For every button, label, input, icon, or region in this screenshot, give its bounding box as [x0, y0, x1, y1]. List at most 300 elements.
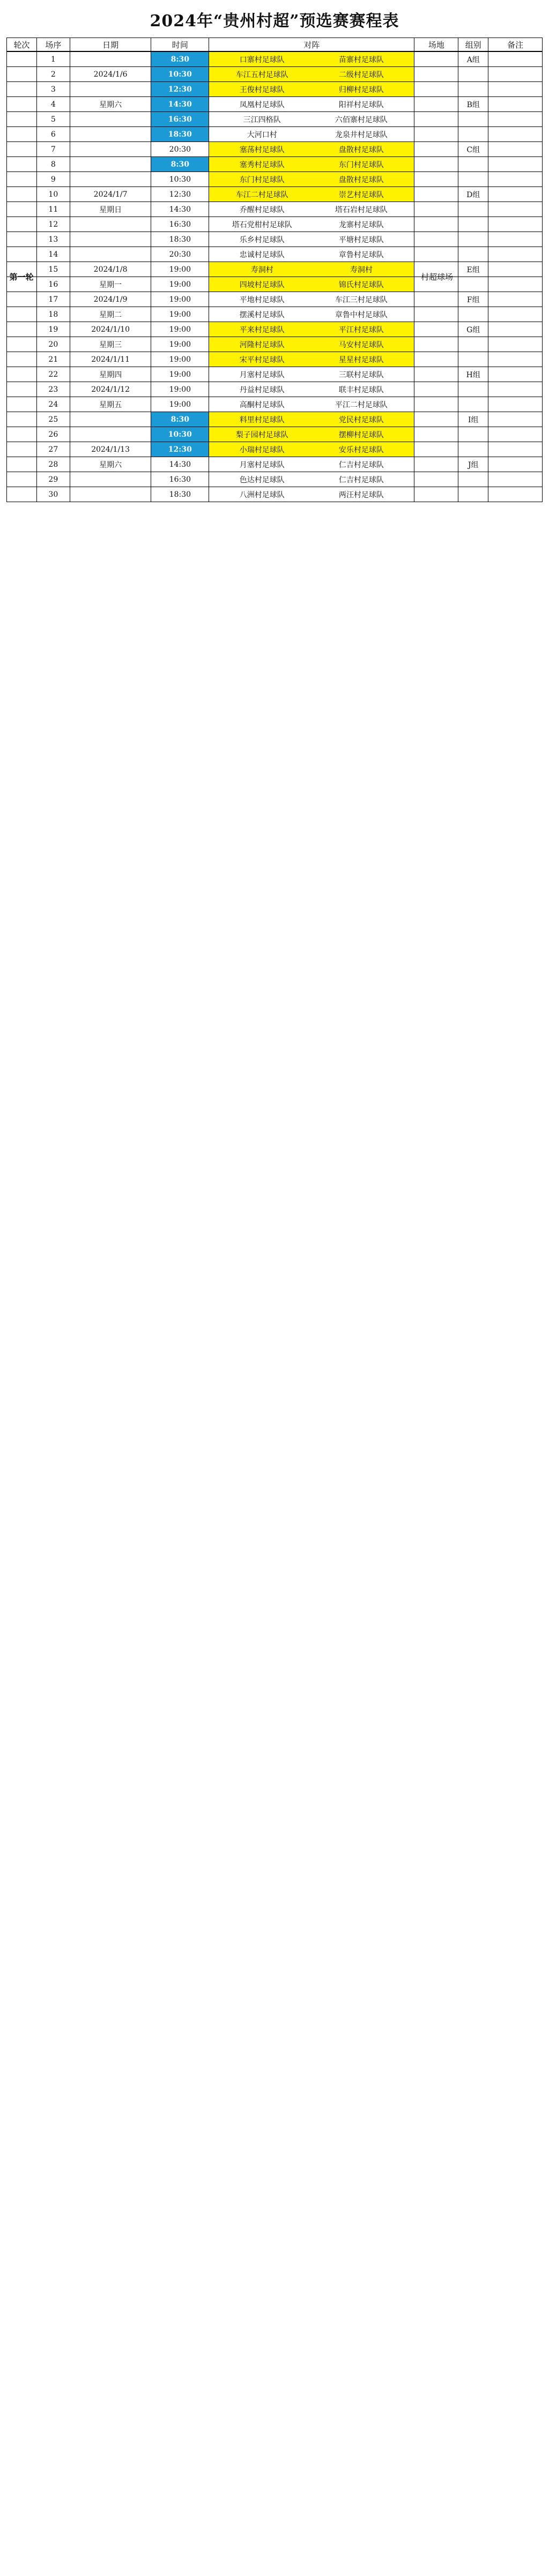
venue-cell: [414, 142, 458, 156]
match-pairing: [209, 412, 414, 427]
note-cell: [488, 352, 542, 367]
match-date: 2024/1/11: [70, 352, 152, 367]
match-time: 16:30: [151, 112, 209, 126]
round-cell: [7, 472, 37, 487]
venue-cell: [414, 157, 458, 171]
note-cell: [488, 262, 542, 277]
match-number: 19: [37, 322, 70, 337]
note-cell: [488, 367, 542, 382]
match-number: 2: [37, 67, 70, 81]
away-team: 六佰寨村足球队: [335, 115, 388, 124]
group-label: [458, 427, 488, 442]
home-team: 河隆村足球队: [239, 340, 285, 349]
note-cell: [488, 217, 542, 232]
away-team: 龙泉井村足球队: [335, 130, 388, 139]
round-cell: [7, 82, 37, 96]
home-team: 凤凰村足球队: [239, 100, 285, 109]
venue-cell: [414, 172, 458, 186]
note-cell: [488, 322, 542, 337]
table-row: [7, 262, 542, 277]
group-label: [458, 172, 488, 186]
round-cell: [7, 367, 37, 382]
away-team: 归柳村足球队: [338, 85, 384, 94]
match-date: [70, 112, 152, 126]
away-team: 崇艺村足球队: [338, 190, 384, 199]
match-date: [70, 487, 152, 502]
round-cell: [7, 142, 37, 156]
round-cell: [7, 412, 37, 427]
away-team: 锦氏村足球队: [338, 280, 384, 289]
match-time: 20:30: [151, 142, 209, 156]
match-number: 18: [37, 307, 70, 322]
venue-cell: [414, 247, 458, 262]
match-date: [70, 52, 152, 66]
round-cell: [7, 52, 37, 66]
match-time: 12:30: [151, 442, 209, 457]
home-team: 王俊村足球队: [239, 85, 285, 94]
round-cell: [7, 352, 37, 367]
match-number: 25: [37, 412, 70, 427]
match-time: 18:30: [151, 232, 209, 247]
table-row: [7, 51, 542, 66]
match-date: 2024/1/12: [70, 382, 152, 397]
match-date: 星期四: [70, 367, 152, 382]
match-number: 29: [37, 472, 70, 487]
venue-cell: [414, 427, 458, 442]
away-team: 马安村足球队: [338, 340, 384, 349]
match-number: 1: [37, 52, 70, 66]
group-label: J组: [458, 457, 488, 472]
table-row: [7, 487, 542, 502]
table-row: [7, 292, 542, 307]
schedule-table: [6, 51, 543, 502]
match-pairing: [209, 112, 414, 126]
page-title: 2024年“贵州村超”预选赛赛程表: [150, 12, 399, 31]
venue-cell: [414, 187, 458, 201]
round-cell: [7, 187, 37, 201]
round-cell: [7, 202, 37, 216]
group-label: B组: [458, 97, 488, 111]
table-row: [7, 307, 542, 322]
home-team: 乔醒村足球队: [239, 205, 285, 214]
table-row: [7, 277, 542, 292]
note-cell: [488, 157, 542, 171]
away-team: 塔石岩村足球队: [335, 205, 388, 214]
home-team: 高酮村足球队: [239, 400, 285, 409]
table-row: [7, 427, 542, 442]
match-date: 星期日: [70, 202, 152, 216]
group-label: [458, 127, 488, 141]
away-team: 苗寨村足球队: [338, 55, 384, 64]
group-label: [458, 232, 488, 247]
home-team: 丹益村足球队: [239, 385, 285, 394]
table-row: [7, 232, 542, 247]
match-pairing: [209, 292, 414, 307]
match-number: 9: [37, 172, 70, 186]
table-row: [7, 126, 542, 141]
note-cell: [488, 187, 542, 201]
home-team: 塔石党柑村足球队: [232, 220, 292, 229]
match-date: [70, 127, 152, 141]
group-label: [458, 202, 488, 216]
match-pairing: [209, 82, 414, 96]
home-team: 料里村足球队: [239, 415, 285, 424]
match-time: 10:30: [151, 67, 209, 81]
match-time: 16:30: [151, 472, 209, 487]
home-team: 车江五村足球队: [235, 70, 288, 79]
round-cell: [7, 337, 37, 352]
match-number: 21: [37, 352, 70, 367]
round-cell: [7, 112, 37, 126]
venue-cell: [414, 67, 458, 81]
away-team: 联丰村足球队: [338, 385, 384, 394]
match-time: 19:00: [151, 322, 209, 337]
match-time: 19:00: [151, 292, 209, 307]
match-date: 2024/1/9: [70, 292, 152, 307]
group-label: D组: [458, 187, 488, 201]
match-time: 19:00: [151, 382, 209, 397]
group-label: [458, 352, 488, 367]
away-team: 东门村足球队: [338, 160, 384, 169]
match-number: 15: [37, 262, 70, 277]
away-team: 二级村足球队: [338, 70, 384, 79]
match-time: 19:00: [151, 277, 209, 292]
venue-cell: [414, 232, 458, 247]
match-number: 10: [37, 187, 70, 201]
away-team: 星星村足球队: [338, 355, 384, 364]
away-team: 仁吉村足球队: [338, 460, 384, 469]
match-pairing: [209, 337, 414, 352]
round-cell: [7, 457, 37, 472]
table-row: [7, 141, 542, 156]
home-team: 大河口村: [247, 130, 277, 139]
match-pairing: [209, 322, 414, 337]
table-row: [7, 472, 542, 487]
match-number: 22: [37, 367, 70, 382]
away-team: 平江村足球队: [338, 325, 384, 334]
group-label: F组: [458, 292, 488, 307]
round-cell: [7, 307, 37, 322]
match-number: 27: [37, 442, 70, 457]
match-pairing: [209, 97, 414, 111]
match-date: 星期三: [70, 337, 152, 352]
table-row: [7, 111, 542, 126]
match-time: 12:30: [151, 187, 209, 201]
match-time: 14:30: [151, 202, 209, 216]
table-row: [7, 186, 542, 201]
venue-cell: [414, 112, 458, 126]
away-team: 章鲁村足球队: [338, 250, 384, 259]
match-number: 5: [37, 112, 70, 126]
away-team: 盘散村足球队: [338, 145, 384, 154]
match-date: [70, 412, 152, 427]
match-pairing: [209, 442, 414, 457]
venue-cell: [414, 442, 458, 457]
home-team: 塞荡村足球队: [239, 145, 285, 154]
group-label: I组: [458, 412, 488, 427]
venue-cell: [414, 292, 458, 307]
match-date: [70, 232, 152, 247]
round-cell: [7, 292, 37, 307]
away-team: 安乐村足球队: [338, 445, 384, 454]
note-cell: [488, 427, 542, 442]
note-cell: [488, 307, 542, 322]
note-cell: [488, 52, 542, 66]
match-date: 2024/1/6: [70, 67, 152, 81]
away-team: 盘散村足球队: [338, 175, 384, 184]
header-time: 时间: [151, 38, 209, 51]
match-pairing: [209, 472, 414, 487]
group-label: [458, 67, 488, 81]
away-team: 仁吉村足球队: [338, 475, 384, 484]
venue-cell: [414, 457, 458, 472]
venue-cell: [414, 307, 458, 322]
home-team: 塞秀村足球队: [239, 160, 285, 169]
round-cell: [7, 67, 37, 81]
home-team: 车江二村足球队: [235, 190, 288, 199]
match-date: [70, 82, 152, 96]
match-number: 7: [37, 142, 70, 156]
round-cell: [7, 397, 37, 412]
group-label: [458, 382, 488, 397]
note-cell: [488, 97, 542, 111]
round-cell: [7, 127, 37, 141]
home-team: 平来村足球队: [239, 325, 285, 334]
match-number: 13: [37, 232, 70, 247]
match-time: 19:00: [151, 307, 209, 322]
table-row: [7, 397, 542, 412]
round-cell: [7, 427, 37, 442]
away-team: 章鲁中村足球队: [335, 310, 388, 319]
match-date: [70, 427, 152, 442]
group-label: [458, 442, 488, 457]
venue-cell: [414, 322, 458, 337]
group-label: [458, 112, 488, 126]
home-team: 口寨村足球队: [239, 55, 285, 64]
match-pairing: [209, 367, 414, 382]
table-row: [7, 322, 542, 337]
note-cell: [488, 112, 542, 126]
round-cell: [7, 247, 37, 262]
round-cell: [7, 382, 37, 397]
round-cell: [7, 217, 37, 232]
match-number: 12: [37, 217, 70, 232]
note-cell: [488, 442, 542, 457]
group-label: [458, 157, 488, 171]
match-date: 星期一: [70, 277, 152, 292]
home-team: 梨子园村足球队: [235, 430, 288, 439]
group-label: [458, 487, 488, 502]
round-cell: [7, 232, 37, 247]
venue-cell: [414, 82, 458, 96]
round-cell: [7, 442, 37, 457]
home-team: 宋平村足球队: [239, 355, 285, 364]
note-cell: [488, 457, 542, 472]
home-team: 寿洞村: [250, 265, 273, 274]
match-time: 16:30: [151, 217, 209, 232]
match-pairing: [209, 457, 414, 472]
note-cell: [488, 337, 542, 352]
home-team: 三江四格队: [243, 115, 281, 124]
match-date: [70, 472, 152, 487]
match-number: 11: [37, 202, 70, 216]
note-cell: [488, 487, 542, 502]
match-number: 26: [37, 427, 70, 442]
match-pairing: [209, 262, 414, 277]
table-row: [7, 66, 542, 81]
away-team: 阳祥村足球队: [338, 100, 384, 109]
group-label: A组: [458, 52, 488, 66]
match-time: 18:30: [151, 487, 209, 502]
venue-cell: [414, 202, 458, 216]
match-pairing: [209, 67, 414, 81]
home-team: 月塞村足球队: [239, 370, 285, 379]
round-cell: [7, 487, 37, 502]
round-label: 第一轮: [9, 272, 34, 282]
away-team: 摆柳村足球队: [338, 430, 384, 439]
group-label: [458, 247, 488, 262]
table-row: [7, 367, 542, 382]
note-cell: [488, 472, 542, 487]
match-pairing: [209, 127, 414, 141]
match-number: 23: [37, 382, 70, 397]
match-time: 12:30: [151, 82, 209, 96]
match-time: 20:30: [151, 247, 209, 262]
header-date: 日期: [70, 38, 152, 51]
note-cell: [488, 382, 542, 397]
round-cell: [7, 97, 37, 111]
venue-cell: [414, 487, 458, 502]
venue-cell: [414, 97, 458, 111]
match-pairing: [209, 427, 414, 442]
round-cell: [7, 157, 37, 171]
round-cell: [7, 172, 37, 186]
match-pairing: [209, 187, 414, 201]
home-team: 色达村足球队: [239, 475, 285, 484]
match-pairing: [209, 142, 414, 156]
header-match: 对阵: [209, 38, 414, 51]
note-cell: [488, 82, 542, 96]
match-number: 20: [37, 337, 70, 352]
match-pairing: [209, 232, 414, 247]
home-team: 小瑞村足球队: [239, 445, 285, 454]
away-team: 平江二村足球队: [335, 400, 388, 409]
venue-cell: [414, 412, 458, 427]
home-team: 乐乡村足球队: [239, 235, 285, 244]
venue-cell: [414, 52, 458, 66]
match-date: [70, 142, 152, 156]
match-date: 星期六: [70, 457, 152, 472]
group-label: [458, 82, 488, 96]
home-team: 四坡村足球队: [239, 280, 285, 289]
group-label: [458, 397, 488, 412]
away-team: 党民村足球队: [338, 415, 384, 424]
match-number: 4: [37, 97, 70, 111]
home-team: 忠诚村足球队: [239, 250, 285, 259]
table-row: [7, 81, 542, 96]
note-cell: [488, 202, 542, 216]
match-date: 星期二: [70, 307, 152, 322]
match-date: 2024/1/10: [70, 322, 152, 337]
match-pairing: [209, 487, 414, 502]
match-number: 8: [37, 157, 70, 171]
match-time: 14:30: [151, 97, 209, 111]
table-row: [7, 247, 542, 262]
match-pairing: [209, 157, 414, 171]
match-time: 19:00: [151, 367, 209, 382]
match-pairing: [209, 52, 414, 66]
group-label: G组: [458, 322, 488, 337]
match-pairing: [209, 352, 414, 367]
note-cell: [488, 232, 542, 247]
header-no: 场序: [37, 38, 70, 51]
match-time: 18:30: [151, 127, 209, 141]
match-time: 19:00: [151, 262, 209, 277]
table-row: [7, 352, 542, 367]
note-cell: [488, 277, 542, 292]
match-pairing: [209, 217, 414, 232]
match-number: 30: [37, 487, 70, 502]
match-number: 24: [37, 397, 70, 412]
venue-cell: [414, 352, 458, 367]
match-pairing: [209, 247, 414, 262]
match-number: 6: [37, 127, 70, 141]
match-time: 10:30: [151, 172, 209, 186]
venue-label: 村超球场: [420, 272, 453, 282]
venue-cell: [414, 472, 458, 487]
match-number: 14: [37, 247, 70, 262]
note-cell: [488, 67, 542, 81]
venue-cell: [414, 397, 458, 412]
group-label: [458, 217, 488, 232]
match-pairing: [209, 202, 414, 216]
header-note: 备注: [507, 40, 524, 50]
venue-cell: [414, 367, 458, 382]
match-number: 17: [37, 292, 70, 307]
home-team: 摆溪村足球队: [239, 310, 285, 319]
home-team: 平地村足球队: [239, 295, 285, 304]
match-number: 3: [37, 82, 70, 96]
match-date: [70, 157, 152, 171]
note-cell: [488, 247, 542, 262]
note-cell: [488, 292, 542, 307]
match-date: 2024/1/7: [70, 187, 152, 201]
table-row: [7, 337, 542, 352]
match-date: 星期六: [70, 97, 152, 111]
match-number: 28: [37, 457, 70, 472]
venue-cell: [414, 127, 458, 141]
match-pairing: [209, 307, 414, 322]
venue-cell: [414, 382, 458, 397]
home-team: 八洲村足球队: [239, 490, 285, 499]
match-pairing: [209, 172, 414, 186]
match-date: 2024/1/13: [70, 442, 152, 457]
match-time: 8:30: [151, 52, 209, 66]
match-date: 星期五: [70, 397, 152, 412]
venue-cell: [414, 337, 458, 352]
table-row: [7, 171, 542, 186]
match-time: 19:00: [151, 352, 209, 367]
table-row: [7, 201, 542, 216]
header-venue: 场地: [414, 38, 458, 51]
table-row: [7, 412, 542, 427]
round-cell: [7, 322, 37, 337]
note-cell: [488, 127, 542, 141]
away-team: 三联村足球队: [338, 370, 384, 379]
match-date: [70, 172, 152, 186]
match-number: 16: [37, 277, 70, 292]
match-time: 10:30: [151, 427, 209, 442]
